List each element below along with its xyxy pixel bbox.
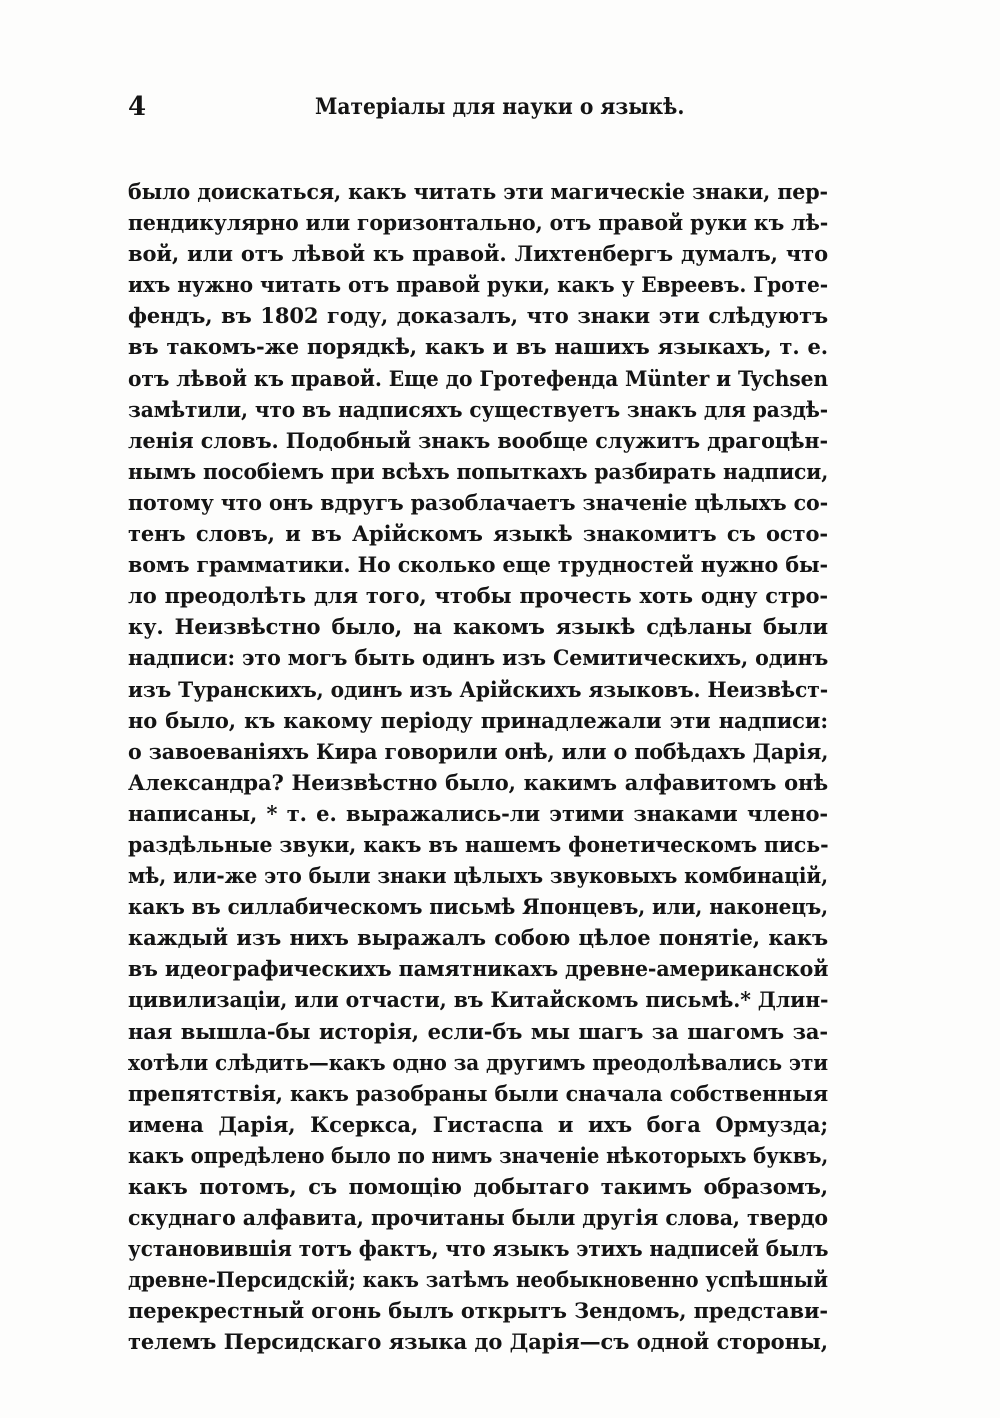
text-line: скуднаго алфавита, прочитаны были другія слова, твердо: [128, 1205, 828, 1231]
text-line: какъ въ силлабическомъ письмѣ Японцевъ, или, наконецъ,: [128, 894, 828, 920]
text-line: перекрестный огонь былъ открытъ Зендомъ, представи-: [128, 1298, 828, 1324]
text-line: ихъ нужно читать отъ правой руки, какъ у Евреевъ. Гроте-: [128, 272, 828, 298]
text-line: изъ Туранскихъ, одинъ изъ Арійскихъ языковъ. Неизвѣст-: [128, 676, 828, 702]
text-line: тенъ словъ, и въ Арійскомъ языкѣ знакомитъ съ осто-: [128, 521, 828, 547]
text-line: вомъ грамматики. Но сколько еще трудностей нужно бы-: [128, 552, 828, 578]
text-line: потому что онъ вдругъ разоблачаетъ значеніе цѣлыхъ со-: [128, 489, 828, 515]
text-line: замѣтили, что въ надписяхъ существуетъ знакъ для раздѣ-: [128, 396, 828, 422]
text-line: хотѣли слѣдить—какъ одно за другимъ преодолѣвались эти: [128, 1049, 828, 1075]
text-line: телемъ Персидскаго языка до Дарія—съ одной стороны,: [128, 1329, 828, 1355]
text-line: ная вышла-бы исторія, если-бъ мы шагъ за шагомъ за-: [128, 1018, 828, 1044]
text-line: отъ лѣвой къ правой. Еще до Гротефенда Münter и Tychsen: [128, 365, 828, 391]
text-line: но было, къ какому періоду принадлежали эти надписи:: [128, 707, 828, 733]
text-line: цивилизаціи, или отчасти, въ Китайскомъ письмѣ.* Длин-: [128, 987, 828, 1013]
text-line: вой, или отъ лѣвой къ правой. Лихтенбергъ думалъ, что: [128, 241, 828, 267]
text-line: раздѣльные звуки, какъ въ нашемъ фонетическомъ пись-: [128, 831, 828, 857]
text-line: въ идеографическихъ памятникахъ древне-американской: [128, 956, 828, 982]
text-line: ку. Неизвѣстно было, на какомъ языкѣ сдѣланы были: [128, 614, 828, 640]
body-text: [128, 176, 828, 1358]
text-line: нымъ пособіемъ при всѣхъ попыткахъ разбирать надписи,: [128, 458, 828, 484]
page-number: 4: [128, 92, 147, 122]
text-line: фендъ, въ 1802 году, доказалъ, что знаки эти слѣдуютъ: [128, 303, 828, 329]
text-line: надписи: это могъ быть одинъ изъ Семитическихъ, одинъ: [128, 645, 828, 671]
text-line: ленія словъ. Подобный знакъ вообще служитъ драгоцѣн-: [128, 427, 828, 453]
text-line: каждый изъ нихъ выражалъ собою цѣлое понятіе, какъ: [128, 925, 828, 951]
text-line: установившія тотъ фактъ, что языкъ этихъ надписей былъ: [128, 1236, 828, 1262]
text-line: пендикулярно или горизонтально, отъ правой руки къ лѣ-: [128, 210, 828, 236]
text-line: мѣ, или-же это были знаки цѣлыхъ звуковыхъ комбинацій,: [128, 863, 828, 889]
text-line: о завоеваніяхъ Кира говорили онѣ, или о побѣдахъ Дарія,: [128, 738, 828, 764]
text-line: какъ опредѣлено было по нимъ значеніе нѣкоторыхъ буквъ,: [128, 1142, 828, 1168]
text-line: Александра? Неизвѣстно было, какимъ алфавитомъ онѣ: [128, 769, 828, 795]
text-line: какъ потомъ, съ помощію добытаго такимъ образомъ,: [128, 1174, 828, 1199]
running-title: Матеріалы для науки о языкѣ.: [315, 94, 685, 120]
text-line: древне-Персидскій; какъ затѣмъ необыкновенно успѣшный: [128, 1267, 828, 1293]
text-line: препятствія, какъ разобраны были сначала собственныя: [128, 1080, 828, 1106]
text-line: имена Дарія, Ксеркса, Гистаспа и ихъ бога Ормузда;: [128, 1111, 828, 1137]
text-line: было доискаться, какъ читать эти магическіе знаки, пер-: [128, 179, 828, 204]
text-line: написаны, * т. е. выражались-ли этими знаками члено-: [128, 800, 828, 826]
text-line: ло преодолѣть для того, чтобы прочесть хоть одну стро-: [128, 583, 828, 609]
text-line: въ такомъ-же порядкѣ, какъ и въ нашихъ языкахъ, т. е.: [128, 334, 828, 360]
